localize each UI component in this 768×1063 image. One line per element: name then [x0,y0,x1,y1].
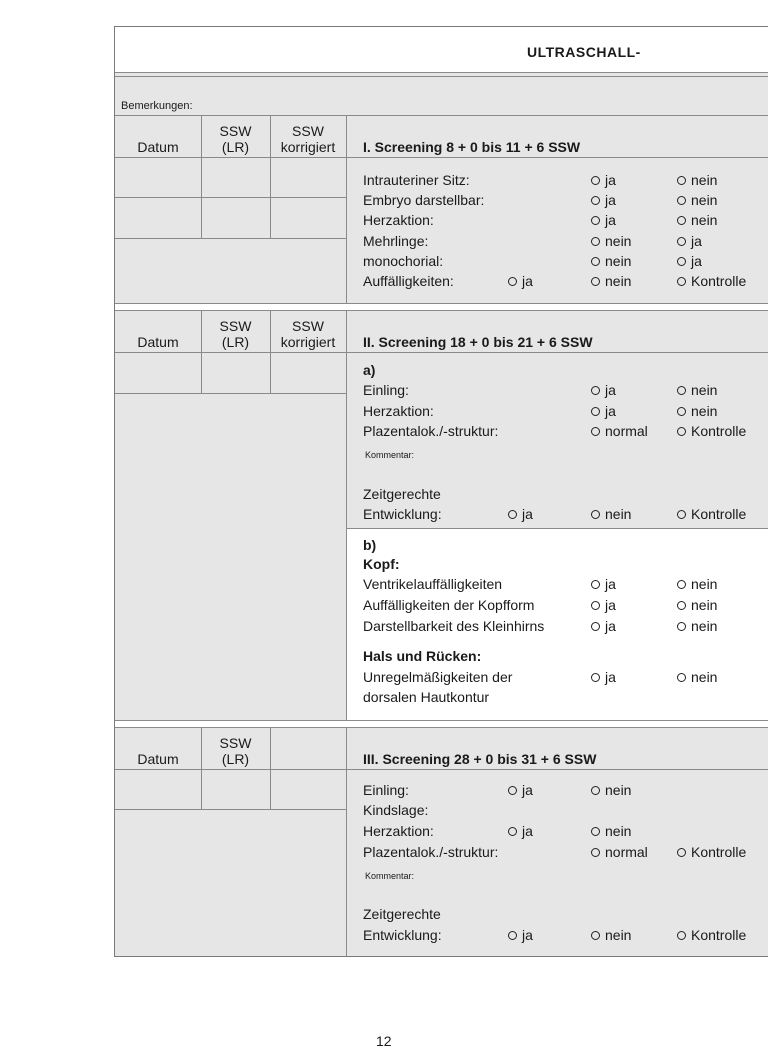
divider [115,303,768,304]
radio-circle-icon[interactable] [591,386,600,395]
radio-circle-icon[interactable] [677,673,686,682]
section-gap [115,720,768,727]
option-ja[interactable]: ja [508,782,533,798]
option-nein[interactable]: nein [677,576,717,592]
divider [347,528,768,529]
part-a-label: a) [363,362,376,378]
kopf-label: Kopf: [363,556,400,572]
option-nein[interactable]: nein [677,618,717,634]
col-ssw: SSW [219,123,252,139]
row-label: Einling: [363,382,409,398]
radio-circle-icon[interactable] [677,237,686,246]
option-ja[interactable]: ja [591,576,616,592]
page-number: 12 [376,1033,392,1049]
col-ssw: SSW [219,318,252,334]
col-ssw-korr: SSW [292,123,324,139]
option-ja[interactable]: ja [591,172,616,188]
hals-line1: Unregelmäßigkeiten der [363,669,513,685]
radio-circle-icon[interactable] [591,237,600,246]
option-kontrolle[interactable]: Kontrolle [677,927,746,943]
divider [115,72,768,73]
option-ja[interactable]: ja [591,212,616,228]
divider [115,310,768,311]
kindslage-label: Kindslage: [363,802,429,818]
option-nein[interactable]: nein [677,192,717,208]
radio-circle-icon[interactable] [677,601,686,610]
option-ja[interactable]: ja [591,382,616,398]
radio-circle-icon[interactable] [508,510,517,519]
zeit-label-line1: Zeitgerechte [363,486,441,502]
screening1-heading: I. Screening 8 + 0 bis 11 + 6 SSW [363,139,581,155]
ultrasound-form [114,26,768,957]
row-label: Intrauteriner Sitz: [363,172,470,188]
col-divider [346,115,347,303]
plaz-label: Plazentalok./-struktur: [363,844,499,860]
radio-circle-icon[interactable] [677,931,686,940]
col-datum: Datum [137,751,179,767]
divider [115,197,346,198]
screening2-heading: II. Screening 18 + 0 bis 21 + 6 SSW [363,334,593,350]
radio-circle-icon[interactable] [677,427,686,436]
radio-circle-icon[interactable] [591,196,600,205]
comment-label: Kommentar: [365,871,415,881]
row-label: Auffälligkeiten: [363,273,454,289]
radio-circle-icon[interactable] [677,386,686,395]
radio-circle-icon[interactable] [591,786,600,795]
einling-label: Einling: [363,782,409,798]
radio-circle-icon[interactable] [677,622,686,631]
hals-label: Hals und Rücken: [363,648,482,664]
option-nein[interactable]: nein [591,233,631,249]
radio-circle-icon[interactable] [677,216,686,225]
section-gap [115,303,768,310]
option-kontrolle[interactable]: Kontrolle [677,273,746,289]
option-ja[interactable]: ja [508,823,533,839]
row-label: monochorial: [363,253,444,269]
divider [115,157,768,158]
option-nein[interactable]: nein [677,172,717,188]
col-divider [270,727,271,809]
zeit-label-line1: Zeitgerechte [363,906,441,922]
row-label: Auffälligkeiten der Kopfform [363,597,535,613]
screening3-heading: III. Screening 28 + 0 bis 31 + 6 SSW [363,751,597,767]
radio-circle-icon[interactable] [591,277,600,286]
row-label: Mehrlinge: [363,233,429,249]
option-ja[interactable]: ja [591,403,616,419]
zeit-label-line2: Entwicklung: [363,927,442,943]
radio-circle-icon[interactable] [508,931,517,940]
option-normal[interactable]: normal [591,423,648,439]
radio-circle-icon[interactable] [677,277,686,286]
radio-circle-icon[interactable] [677,510,686,519]
radio-circle-icon[interactable] [591,176,600,185]
col-lr: (LR) [221,334,250,350]
radio-circle-icon[interactable] [591,580,600,589]
col-divider [346,727,347,956]
radio-circle-icon[interactable] [677,257,686,266]
option-kontrolle[interactable]: Kontrolle [677,423,746,439]
divider [115,115,768,116]
divider [115,727,768,728]
radio-circle-icon[interactable] [677,196,686,205]
divider [115,769,768,770]
row-label: Ventrikelauffälligkeiten [363,576,503,592]
radio-circle-icon[interactable] [591,257,600,266]
row-label: Darstellbarkeit des Kleinhirns [363,618,545,634]
option-nein[interactable]: nein [591,927,631,943]
option-nein[interactable]: nein [591,273,631,289]
option-nein[interactable]: nein [591,506,631,522]
radio-circle-icon[interactable] [677,176,686,185]
row-label: Herzaktion: [363,403,434,419]
option-nein[interactable]: nein [677,212,717,228]
col-datum: Datum [137,139,179,155]
col-korrigiert: korrigiert [280,334,336,350]
option-nein[interactable]: nein [591,253,631,269]
option-kontrolle[interactable]: Kontrolle [677,506,746,522]
radio-circle-icon[interactable] [591,827,600,836]
radio-circle-icon[interactable] [591,510,600,519]
divider [115,238,346,239]
comment-label: Kommentar: [365,450,415,460]
option-normal[interactable]: normal [591,844,648,860]
radio-circle-icon[interactable] [508,277,517,286]
option-ja[interactable]: ja [591,192,616,208]
radio-circle-icon[interactable] [591,848,600,857]
option-nein[interactable]: nein [677,403,717,419]
divider [115,393,346,394]
divider [115,76,768,77]
part-b-label: b) [363,537,377,553]
option-nein[interactable]: nein [677,669,717,685]
radio-circle-icon[interactable] [591,622,600,631]
option-kontrolle[interactable]: Kontrolle [677,844,746,860]
option-nein[interactable]: nein [677,382,717,398]
form-title: ULTRASCHALL- [527,44,641,60]
col-datum: Datum [137,334,179,350]
divider [115,352,768,353]
radio-circle-icon[interactable] [591,931,600,940]
radio-circle-icon[interactable] [591,427,600,436]
title-band [115,27,768,72]
row-label: Plazentalok./-struktur: [363,423,499,439]
divider [115,809,346,810]
option-ja[interactable]: ja [508,273,533,289]
herz-label: Herzaktion: [363,823,434,839]
option-ja[interactable]: ja [677,253,702,269]
col-lr: (LR) [221,139,250,155]
col-korrigiert: korrigiert [280,139,336,155]
hals-line2: dorsalen Hautkontur [363,689,490,705]
radio-circle-icon[interactable] [508,827,517,836]
option-ja[interactable]: ja [591,669,616,685]
col-ssw: SSW [219,735,252,751]
option-ja[interactable]: ja [591,597,616,613]
remarks-label: Bemerkungen: [121,100,193,112]
radio-circle-icon[interactable] [591,673,600,682]
radio-circle-icon[interactable] [677,580,686,589]
radio-circle-icon[interactable] [591,216,600,225]
row-label: Herzaktion: [363,212,434,228]
option-ja[interactable]: ja [591,618,616,634]
radio-circle-icon[interactable] [591,407,600,416]
option-ja[interactable]: ja [508,927,533,943]
radio-circle-icon[interactable] [508,786,517,795]
option-nein[interactable]: nein [591,823,631,839]
option-nein[interactable]: nein [677,597,717,613]
radio-circle-icon[interactable] [677,848,686,857]
option-nein[interactable]: nein [591,782,631,798]
radio-circle-icon[interactable] [591,601,600,610]
option-ja[interactable]: ja [677,233,702,249]
col-lr: (LR) [221,751,250,767]
row-label: Embryo darstellbar: [363,192,485,208]
radio-circle-icon[interactable] [677,407,686,416]
col-ssw-korr: SSW [292,318,324,334]
divider [115,720,768,721]
zeit-label-line2: Entwicklung: [363,506,442,522]
option-ja[interactable]: ja [508,506,533,522]
